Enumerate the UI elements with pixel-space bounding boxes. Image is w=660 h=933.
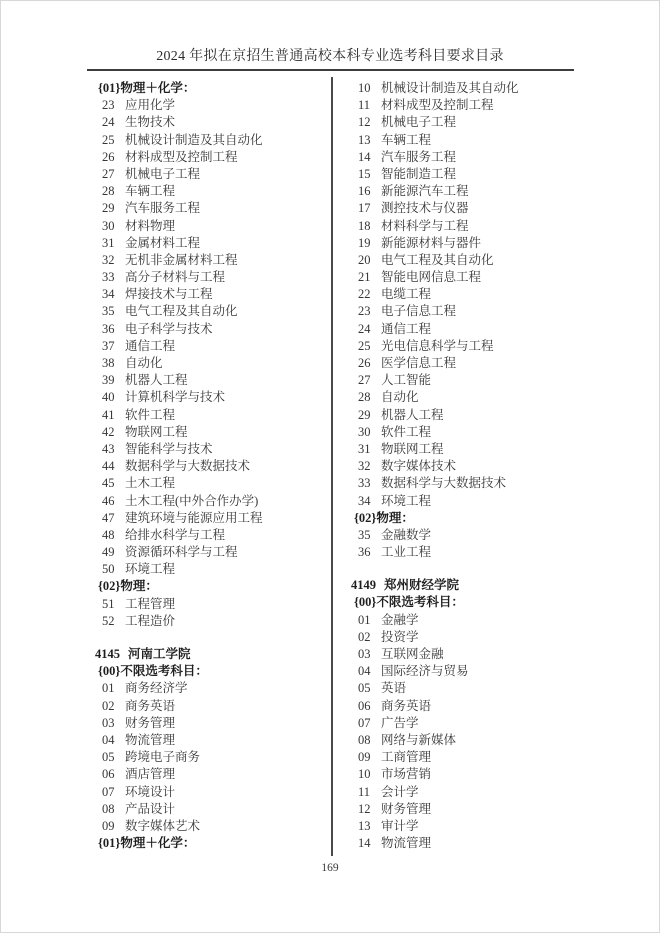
major-row: [102, 458, 329, 475]
major-number: 24: [358, 321, 371, 336]
requirement-heading: {01}物理＋化学：: [98, 81, 196, 95]
major-row: [102, 183, 329, 200]
major-number: 04: [102, 732, 115, 747]
major-row: [102, 749, 329, 766]
major-row: [358, 80, 579, 97]
major-row: [102, 715, 329, 732]
major-number: 29: [358, 407, 371, 422]
major-number: 08: [102, 801, 115, 816]
major-name: 会计学: [381, 784, 419, 799]
major-name: 生物技术: [125, 115, 176, 130]
major-name: 财务管理: [381, 801, 432, 816]
major-number: 36: [358, 545, 371, 560]
major-row: [358, 749, 579, 766]
major-name: 审计学: [381, 818, 419, 833]
major-name: 机械电子工程: [381, 115, 457, 130]
major-row: [102, 441, 329, 458]
major-number: 06: [102, 767, 115, 782]
institution-code: 4149: [351, 578, 376, 593]
major-number: 02: [102, 698, 115, 713]
major-row: [102, 510, 329, 527]
major-number: 12: [358, 115, 371, 130]
major-name: 网络与新媒体: [381, 732, 457, 747]
left-column: [93, 80, 329, 852]
major-name: 市场营销: [381, 767, 432, 782]
major-name: 机械设计制造及其自动化: [125, 132, 263, 147]
major-name: 材料成型及控制工程: [381, 98, 494, 113]
major-row: [102, 475, 329, 492]
major-number: 02: [358, 629, 371, 644]
major-row: [102, 338, 329, 355]
major-row: [358, 527, 579, 544]
major-number: 32: [358, 459, 371, 474]
major-name: 医学信息工程: [381, 356, 457, 370]
major-row: [358, 183, 579, 200]
major-name: 广告学: [381, 715, 419, 730]
major-number: 28: [102, 184, 115, 199]
major-number: 22: [358, 287, 371, 302]
major-number: 05: [358, 681, 371, 696]
major-name: 电气工程及其自动化: [381, 252, 494, 267]
major-number: 09: [358, 750, 371, 765]
major-row: [358, 544, 579, 561]
major-number: 01: [102, 681, 115, 696]
major-name: 土木工程(中外合作办学): [125, 493, 259, 508]
requirement-heading: {02}物理：: [354, 510, 414, 525]
major-number: 07: [358, 715, 371, 730]
requirement-heading: {01}物理＋化学：: [98, 836, 196, 851]
major-name: 物流管理: [381, 836, 432, 851]
major-name: 机械电子工程: [125, 166, 201, 181]
major-row: [358, 97, 579, 114]
major-number: 26: [102, 149, 115, 164]
major-row: [358, 372, 579, 389]
major-row: [102, 596, 329, 613]
major-row: [102, 613, 329, 630]
major-row: [102, 407, 329, 424]
major-row: [358, 338, 579, 355]
major-number: 38: [102, 356, 115, 370]
major-number: 24: [102, 115, 115, 130]
page-title: 2024 年拟在京招生普通高校本科专业选考科目要求目录: [156, 49, 504, 64]
major-name: 英语: [381, 681, 407, 696]
major-name: 软件工程: [125, 407, 176, 422]
major-row: [102, 766, 329, 783]
major-name: 环境设计: [125, 784, 176, 799]
major-row: [102, 527, 329, 544]
major-row: [102, 235, 329, 252]
major-row: [102, 680, 329, 697]
major-name: 计算机科学与技术: [125, 390, 226, 405]
major-number: 07: [102, 784, 115, 799]
major-row: [358, 132, 579, 149]
major-name: 互联网金融: [381, 647, 444, 661]
major-row: [358, 235, 579, 252]
major-number: 04: [358, 664, 371, 679]
major-number: 01: [358, 612, 371, 627]
major-row: [102, 321, 329, 338]
major-name: 自动化: [381, 390, 419, 405]
major-name: 工商管理: [381, 750, 432, 765]
major-number: 19: [358, 235, 371, 250]
major-number: 12: [358, 801, 371, 816]
major-number: 25: [358, 338, 371, 353]
major-row: [358, 493, 579, 510]
major-row: [358, 252, 579, 269]
major-name: 数据科学与大数据技术: [381, 476, 507, 491]
major-number: 27: [358, 373, 371, 388]
major-number: 49: [102, 545, 115, 560]
major-number: 25: [102, 132, 115, 147]
major-name: 数字媒体艺术: [125, 818, 201, 833]
major-row: [358, 303, 579, 320]
major-name: 智能科学与技术: [125, 441, 213, 456]
major-row: [358, 766, 579, 783]
major-number: 40: [102, 390, 115, 405]
major-name: 物流管理: [125, 732, 176, 747]
major-row: [102, 132, 329, 149]
major-name: 汽车服务工程: [125, 201, 201, 216]
major-name: 焊接技术与工程: [125, 287, 213, 302]
major-name: 高分子材料与工程: [125, 270, 226, 285]
major-row: [102, 252, 329, 269]
major-row: [358, 200, 579, 217]
major-number: 34: [102, 287, 115, 302]
major-row: [102, 149, 329, 166]
institution-name: 郑州财经学院: [384, 578, 460, 593]
major-number: 14: [358, 836, 371, 851]
major-row: [358, 801, 579, 818]
major-name: 通信工程: [381, 321, 432, 336]
major-row: [358, 321, 579, 338]
major-row: [358, 218, 579, 235]
major-number: 48: [102, 527, 115, 542]
major-row: [358, 407, 579, 424]
major-number: 47: [102, 510, 115, 525]
major-name: 投资学: [381, 629, 419, 644]
major-name: 商务经济学: [125, 681, 188, 696]
major-name: 跨境电子商务: [125, 750, 201, 765]
major-row: [102, 818, 329, 835]
major-number: 30: [102, 218, 115, 233]
major-row: [102, 732, 329, 749]
major-name: 材料成型及控制工程: [125, 149, 238, 164]
major-name: 应用化学: [125, 98, 176, 113]
major-number: 16: [358, 184, 371, 199]
major-name: 商务英语: [125, 698, 176, 713]
major-number: 17: [358, 201, 371, 216]
major-name: 机器人工程: [125, 373, 188, 388]
major-name: 测控技术与仪器: [381, 201, 469, 216]
major-name: 材料科学与工程: [381, 218, 469, 233]
major-number: 45: [102, 476, 115, 491]
major-row: [358, 612, 579, 629]
major-row: [358, 835, 579, 852]
major-number: 20: [358, 252, 371, 267]
major-name: 汽车服务工程: [381, 149, 457, 164]
major-number: 23: [358, 304, 371, 319]
major-name: 自动化: [125, 356, 163, 370]
major-name: 工业工程: [381, 545, 432, 560]
major-name: 电气工程及其自动化: [125, 304, 238, 319]
major-number: 26: [358, 356, 371, 370]
major-row: [102, 561, 329, 578]
major-row: [102, 355, 329, 372]
column-divider: [331, 77, 333, 856]
requirement-heading: {00}不限选考科目：: [354, 595, 464, 610]
major-name: 电子信息工程: [381, 304, 457, 319]
major-name: 物联网工程: [125, 424, 188, 439]
major-row: [358, 114, 579, 131]
major-name: 机器人工程: [381, 407, 444, 422]
major-name: 给排水科学与工程: [125, 527, 226, 542]
major-row: [358, 646, 579, 663]
major-number: 29: [102, 201, 115, 216]
major-row: [358, 269, 579, 286]
institution-name: 河南工学院: [128, 647, 191, 661]
major-row: [358, 424, 579, 441]
major-name: 建筑环境与能源应用工程: [125, 510, 263, 525]
major-number: 46: [102, 493, 115, 508]
major-name: 金融数学: [381, 527, 432, 542]
major-row: [358, 663, 579, 680]
header-rule: [87, 69, 574, 71]
major-number: 18: [358, 218, 371, 233]
major-number: 50: [102, 562, 115, 577]
major-number: 36: [102, 321, 115, 336]
right-column: [349, 80, 579, 852]
institution-heading: [351, 577, 579, 594]
major-number: 06: [358, 698, 371, 713]
major-name: 新能源材料与器件: [381, 235, 482, 250]
major-row: [102, 200, 329, 217]
major-row: [102, 544, 329, 561]
requirement-heading: {02}物理：: [98, 579, 158, 594]
major-name: 无机非金属材料工程: [125, 252, 238, 267]
major-number: 14: [358, 149, 371, 164]
major-row: [102, 493, 329, 510]
major-number: 27: [102, 166, 115, 181]
major-name: 土木工程: [125, 476, 176, 491]
major-number: 41: [102, 407, 115, 422]
major-name: 物联网工程: [381, 441, 444, 456]
major-row: [102, 698, 329, 715]
page-number: 169: [321, 862, 339, 874]
major-name: 车辆工程: [125, 184, 176, 199]
major-name: 资源循环科学与工程: [125, 545, 238, 560]
major-name: 机械设计制造及其自动化: [381, 81, 519, 95]
major-number: 44: [102, 459, 115, 474]
major-number: 35: [102, 304, 115, 319]
major-row: [102, 801, 329, 818]
major-row: [358, 818, 579, 835]
major-number: 08: [358, 732, 371, 747]
major-name: 数字媒体技术: [381, 459, 457, 474]
major-row: [102, 114, 329, 131]
major-name: 产品设计: [125, 801, 176, 816]
major-name: 新能源汽车工程: [381, 184, 469, 199]
major-name: 环境工程: [381, 493, 432, 508]
major-number: 35: [358, 527, 371, 542]
major-row: [102, 166, 329, 183]
major-number: 37: [102, 338, 115, 353]
major-name: 工程造价: [125, 613, 176, 628]
major-number: 03: [358, 647, 371, 661]
major-row: [102, 286, 329, 303]
major-row: [358, 680, 579, 697]
major-name: 软件工程: [381, 424, 432, 439]
major-name: 国际经济与贸易: [381, 664, 469, 679]
major-name: 电子科学与技术: [125, 321, 213, 336]
major-number: 10: [358, 81, 371, 95]
major-name: 商务英语: [381, 698, 432, 713]
major-row: [358, 149, 579, 166]
major-number: 32: [102, 252, 115, 267]
major-name: 人工智能: [381, 373, 432, 388]
major-number: 11: [358, 98, 371, 113]
major-number: 09: [102, 818, 115, 833]
major-row: [102, 784, 329, 801]
major-name: 酒店管理: [125, 767, 176, 782]
major-row: [102, 303, 329, 320]
institution-heading: [95, 646, 329, 663]
major-number: 42: [102, 424, 115, 439]
major-name: 金属材料工程: [125, 235, 201, 250]
major-number: 51: [102, 596, 115, 611]
major-name: 智能电网信息工程: [381, 270, 482, 285]
major-number: 03: [102, 715, 115, 730]
major-row: [102, 372, 329, 389]
major-number: 28: [358, 390, 371, 405]
major-row: [102, 389, 329, 406]
major-row: [358, 355, 579, 372]
major-row: [358, 441, 579, 458]
major-row: [102, 269, 329, 286]
major-row: [358, 166, 579, 183]
major-row: [358, 629, 579, 646]
major-name: 数据科学与大数据技术: [125, 459, 251, 474]
major-row: [358, 715, 579, 732]
major-row: [358, 698, 579, 715]
major-number: 05: [102, 750, 115, 765]
major-number: 43: [102, 441, 115, 456]
major-name: 材料物理: [125, 218, 176, 233]
major-name: 环境工程: [125, 562, 176, 577]
major-row: [102, 218, 329, 235]
major-number: 21: [358, 270, 371, 285]
major-number: 33: [102, 270, 115, 285]
major-number: 39: [102, 373, 115, 388]
major-number: 31: [358, 441, 371, 456]
major-number: 13: [358, 132, 371, 147]
major-name: 车辆工程: [381, 132, 432, 147]
major-number: 11: [358, 784, 371, 799]
requirement-heading: {00}不限选考科目：: [98, 664, 208, 679]
major-name: 工程管理: [125, 596, 176, 611]
major-row: [358, 732, 579, 749]
major-name: 智能制造工程: [381, 166, 457, 181]
major-number: 34: [358, 493, 371, 508]
major-number: 10: [358, 767, 371, 782]
major-row: [358, 458, 579, 475]
major-number: 15: [358, 166, 371, 181]
major-name: 金融学: [381, 612, 419, 627]
major-name: 通信工程: [125, 338, 176, 353]
major-number: 33: [358, 476, 371, 491]
major-row: [102, 97, 329, 114]
institution-code: 4145: [95, 647, 120, 661]
major-number: 30: [358, 424, 371, 439]
major-number: 13: [358, 818, 371, 833]
major-row: [358, 389, 579, 406]
major-number: 23: [102, 98, 115, 113]
major-row: [358, 784, 579, 801]
major-name: 光电信息科学与工程: [381, 338, 494, 353]
major-row: [358, 475, 579, 492]
major-row: [358, 286, 579, 303]
major-name: 财务管理: [125, 715, 176, 730]
major-number: 52: [102, 613, 115, 628]
major-name: 电缆工程: [381, 287, 432, 302]
major-number: 31: [102, 235, 115, 250]
major-row: [102, 424, 329, 441]
